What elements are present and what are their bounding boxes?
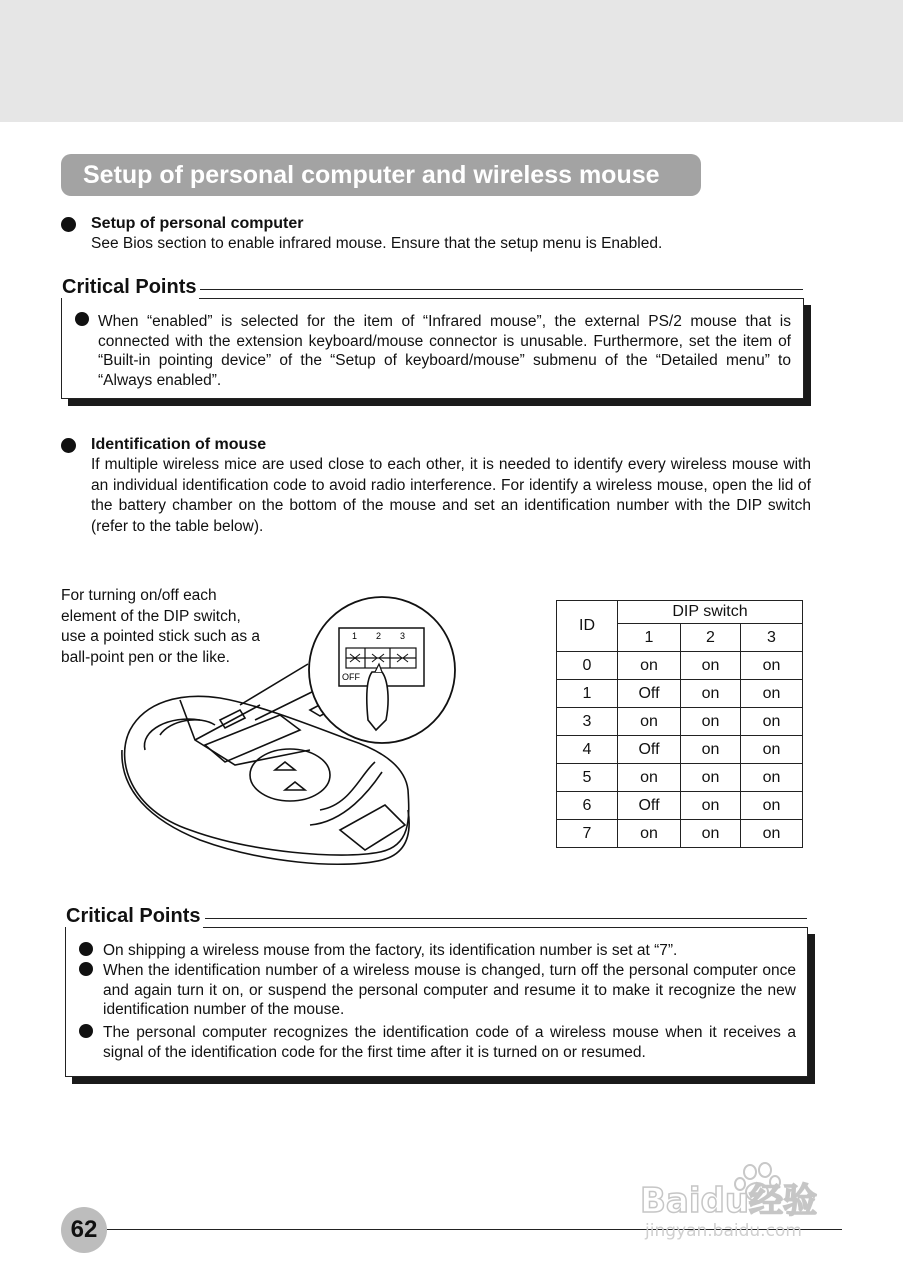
critical-points-title-2: Critical Points (66, 905, 203, 928)
critical-points-rule-2 (205, 918, 807, 919)
table-cell: on (741, 652, 803, 680)
page-number: 62 (61, 1207, 107, 1253)
table-cell: on (741, 708, 803, 736)
table-cell: on (681, 736, 741, 764)
dip-switch-table (556, 600, 803, 848)
table-cell: on (618, 764, 681, 792)
table-header-switch-3: 3 (741, 624, 803, 652)
table-cell: on (681, 820, 741, 848)
table-cell: on (681, 792, 741, 820)
table-cell: on (681, 680, 741, 708)
table-row (557, 820, 803, 848)
table-cell: on (741, 820, 803, 848)
dip-switch-note: For turning on/off each element of the DIP switch, use a pointed stick such as a ball-point pen or the like. (61, 587, 261, 666)
table-cell: on (618, 820, 681, 848)
section-title-banner (61, 154, 701, 196)
baidu-watermark (640, 1160, 845, 1240)
bullet-icon (75, 312, 89, 326)
switch-number-1: 1 (352, 631, 358, 641)
table-header-id: ID (557, 601, 618, 652)
pen-tip-icon (367, 672, 388, 730)
switch-number-3: 3 (400, 631, 406, 641)
bullet-icon (61, 438, 76, 453)
table-row (557, 680, 803, 708)
table-cell: on (618, 708, 681, 736)
dip-switch-callout (240, 597, 455, 743)
bullet-icon (79, 1024, 93, 1038)
table-cell: on (681, 708, 741, 736)
bullet-icon (79, 942, 93, 956)
table-header-dip-switch: DIP switch (618, 601, 803, 624)
table-cell: 7 (557, 820, 618, 848)
table-cell: on (741, 680, 803, 708)
critical-point-2-item-2: When the identification number of a wireless mouse is changed, turn off the personal computer once and again turn it on, or suspend the personal computer and resume it to make it recognize the new identification number of the mouse. (103, 962, 796, 1018)
table-header-switch-2: 2 (681, 624, 741, 652)
table-cell: on (741, 764, 803, 792)
table-cell: on (741, 736, 803, 764)
table-cell: 1 (557, 680, 618, 708)
critical-point-1-item: When “enabled” is selected for the item of “Infrared mouse”, the external PS/2 mouse that is connected with the extension keyboard/mouse connector is unusable. Furthermore, set the item of “Built-in pointing device” of the “Setup of keyboard/mouse” submenu of the “Detailed menu” to “Always enabled”. (98, 313, 791, 389)
critical-point-2-item-3: The personal computer recognizes the identification code of a wireless mouse when it receives a signal of the identification code for the first time after it is turned on or resumed. (103, 1024, 796, 1061)
table-row (557, 792, 803, 820)
table-row (557, 708, 803, 736)
table-row (557, 652, 803, 680)
critical-points-rule-1 (200, 289, 803, 290)
table-cell: Off (618, 680, 681, 708)
table-row (557, 736, 803, 764)
identification-text: If multiple wireless mice are used close to each other, it is needed to identify every wireless mouse with an individual identification code to avoid radio interference. For identify a wireless mouse, open the lid of the battery chamber on the bottom of the mouse and set an identification number with the DIP switch (refer to the table below). (91, 456, 811, 535)
critical-point-2-item-1: On shipping a wireless mouse from the factory, its identification number is set at “7”. (103, 942, 678, 959)
top-band (0, 0, 903, 122)
critical-points-title-1: Critical Points (62, 276, 199, 299)
table-cell: on (681, 652, 741, 680)
table-row (557, 764, 803, 792)
off-label: OFF (342, 672, 360, 682)
setup-pc-text: See Bios section to enable infrared mouse. Ensure that the setup menu is Enabled. (91, 235, 663, 252)
switch-number-2: 2 (376, 631, 382, 641)
table-cell: on (741, 792, 803, 820)
table-cell: 3 (557, 708, 618, 736)
watermark-brand: Baidu经验 (640, 1181, 818, 1221)
table-cell: 4 (557, 736, 618, 764)
section-title: Setup of personal computer and wireless mouse (83, 161, 660, 189)
identification-heading: Identification of mouse (91, 436, 267, 453)
table-cell: Off (618, 792, 681, 820)
table-header-switch-1: 1 (618, 624, 681, 652)
watermark-url: jingyan.baidu.com (645, 1221, 802, 1240)
setup-pc-heading: Setup of personal computer (91, 215, 304, 232)
table-cell: 0 (557, 652, 618, 680)
table-cell: on (618, 652, 681, 680)
table-cell: 6 (557, 792, 618, 820)
mouse-dip-switch-illustration (110, 590, 460, 870)
bullet-icon (61, 217, 76, 232)
table-cell: on (681, 764, 741, 792)
bullet-icon (79, 962, 93, 976)
table-cell: 5 (557, 764, 618, 792)
table-cell: Off (618, 736, 681, 764)
